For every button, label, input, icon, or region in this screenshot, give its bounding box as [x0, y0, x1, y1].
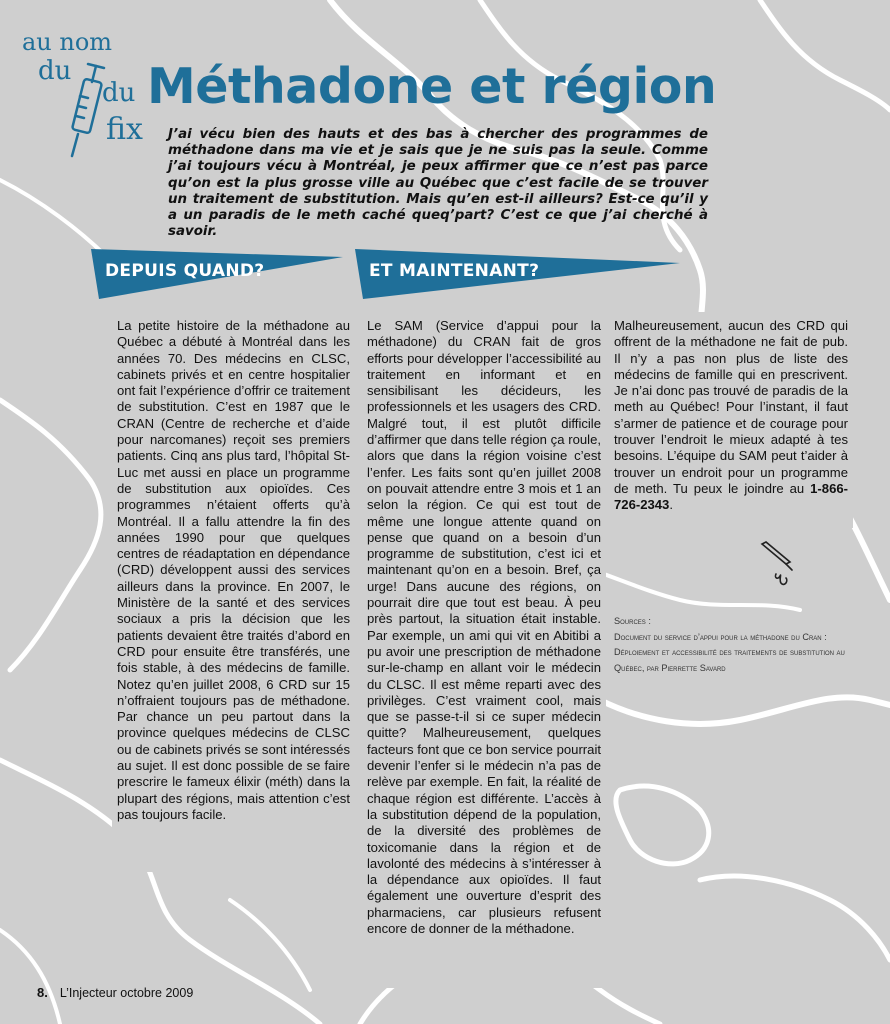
- logo-line-3: du: [102, 78, 136, 108]
- page-number: 8.: [37, 985, 48, 1000]
- publication-info: L’Injecteur octobre 2009: [59, 986, 194, 1000]
- phone-number: 1-866-726-2343: [614, 480, 848, 513]
- syringe-icon: [64, 60, 108, 160]
- logo-line-4: fix: [106, 112, 143, 147]
- pen-icon: [758, 540, 798, 588]
- section-banner-et-maintenant: [355, 249, 680, 301]
- column-3: [614, 318, 848, 514]
- column-2-text: Le SAM (Service d’appui pour la méthadone) du CRAN fait de gros efforts pour développer l’accessibilité au traitement en informant et en sensibilisant les décideurs, les professionnels et les usagers des CRD. Malgré tout, il est plutôt difficile d’affirmer que dans telle région ça roule, alors que dans la région voisine c’est l’enfer. Les faits sont qu’en juillet 2008 on pouvait attendre entre 3 mois et 1 an selon la région. Ce qui est tout de même une longue attente quand on pense que quand on a besoin d’un programme de substitution, c’est ici et maintenant qu’on en a besoin. Bref, ça urge! Dans aucune des régions, on pourrait dire que tout est beau. À peu près partout, la situation était instable. Par exemple, un ami qui vit en Abitibi a pu avoir une prescription de méthadone sur-le-champ en allant voir le médecin du CLSC. Il est même reparti avec des privilèges. C’est vraiment cool, mais que se passe-t-il si ce super médecin quitte? Malheureusement, quelques facteurs font que ce bon service pourrait devenir l’enfer si le médecin n’a pas de relève par exemple. En fait, la réalité de chaque région est différente. L’accès à la substitution dépend de la population, de la diversité des problèmes de toxicomanie dans la région et de lavolonté des médecins à s’intéresser à la dépendance aux opioïdes. Il faut également une ouverture d’esprit des pharmaciens, car plusieurs refusent encore de donner de la méthadone.: [367, 318, 601, 936]
- intro-paragraph: J’ai vécu bien des hauts et des bas à chercher des programmes de méthadone dans ma vie et je sais que je ne suis pas la seule. Comme j’ai toujours vécu à Montréal, je peux affirmer que ce n’est pas parce qu’on est la plus grosse ville au Québec que c’est facile de se trouver un traitement de substitution. Mais qu’en est-il ailleurs? Est-ce qu’il y a un paradis de le meth caché queq’part? C’est ce que j’ai cherché à savoir.: [168, 127, 708, 240]
- sources-text: Document du service d’appui pour la méthadone du Cran : Déploiement et accessibilité des traitements de substitution au Québec, par Pierrette Savard: [614, 631, 845, 673]
- page-footer: [37, 985, 193, 1000]
- section-banner-depuis-quand: [91, 249, 343, 301]
- column-3-end: .: [669, 497, 673, 513]
- sources-note: [614, 614, 854, 676]
- section-heading-depuis-quand: DEPUIS QUAND?: [105, 261, 265, 281]
- sources-label: Sources :: [614, 616, 651, 626]
- section-heading-et-maintenant: ET MAINTENANT?: [369, 261, 540, 281]
- page-title: Méthadone et région: [147, 58, 717, 115]
- logo-line-2: du: [38, 56, 72, 86]
- column-1-text: La petite histoire de la méthadone au Québec a débuté à Montréal dans les années 70. Des médecins en CLSC, cabinets privés et en centre hospitalier ont fait l’expérience d’offrir ce traitement de substitution. C’est en 1987 que le CRAN (Centre de recherche et d’aide pour narcomanes) reçoit ses premiers patients. Cinq ans plus tard, l’hôpital St-Luc met aussi en place un programme de substitution aux opioïdes. Ces programmes n’étaient offerts qu’à Montréal. Il a fallu attendre la fin des années 1990 pour que quelques centres de réadaptation en dépendance (CRD) développent aussi des services ailleurs dans la province. En 2007, le Ministère de la santé et des services sociaux a pris la décision que les patients devaient être traités d’abord en CRD pour ensuite être transférés, une fois stable, à des médecins de famille. Notez qu’en juillet 2008, 6 CRD sur 15 n’offraient toujours pas de méthadone. Par chance un peu partout dans la province quelques médecins de CLSC ou de cabinets privés se sont intéressés au sujet. Il est donc possible de se faire prescrire le fameux élixir (méth) dans la plupart des régions, mais attention c’est pas toujours facile.: [117, 318, 350, 822]
- logo-line-1: au nom: [22, 28, 113, 56]
- column-3-text: Malheureusement, aucun des CRD qui offrent de la méthadone ne fait de pub. Il n’y a pas non plus de liste des médecins de famille qui en prescrivent. Je n’ai donc pas trouvé de paradis de la meth au Québec! Pour l’instant, il faut s’armer de patience et de courage pour trouver l’endroit le mieux adapté à tes besoins. L’équipe du SAM peut t’aider à trouver un endroit pour un programme de meth. Tu peux le joindre au: [614, 318, 848, 496]
